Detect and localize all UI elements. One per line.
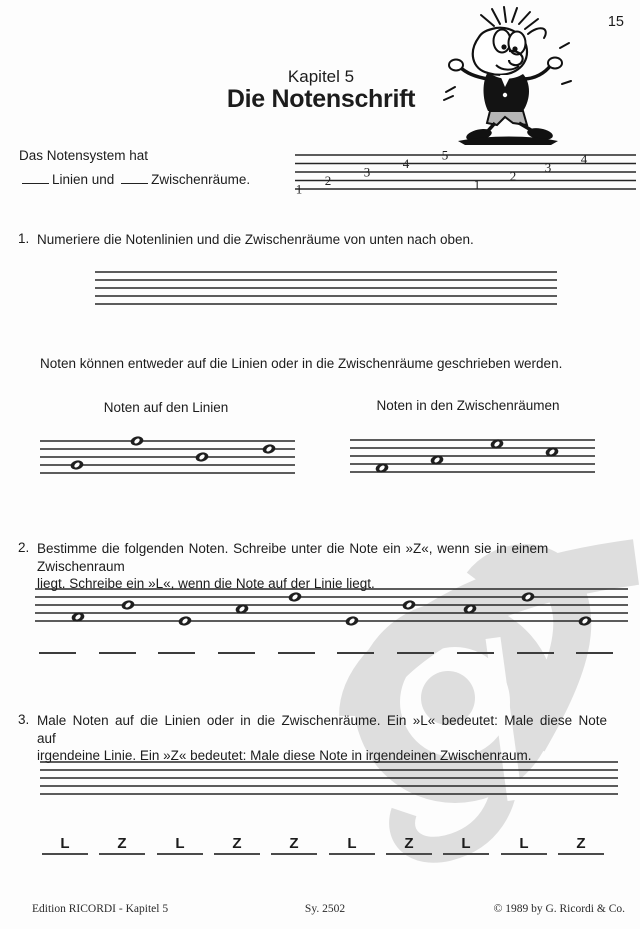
answer-letter: L <box>347 835 357 852</box>
answer-letter: Z <box>117 835 127 852</box>
answer-underline <box>157 853 203 855</box>
fill-blank-spaces <box>121 172 148 184</box>
answer-letter: Z <box>404 835 414 852</box>
whole-note <box>130 435 144 446</box>
answer-blank <box>99 652 136 654</box>
answer-underline <box>501 853 547 855</box>
intro-line1: Das Notensystem hat <box>19 148 149 163</box>
exercise2-text-line2: liegt. Schreibe ein »L«, wenn die Note auf der Linie liegt. <box>37 576 375 591</box>
ex1-staff <box>87 258 565 318</box>
whole-note <box>578 615 592 626</box>
answer-underline <box>99 853 145 855</box>
staff-number-label: 4 <box>580 151 588 167</box>
staff-number-label: 1 <box>295 181 303 197</box>
staff-number-label: 4 <box>402 155 410 171</box>
middle-note-text: Noten können entweder auf die Linien oder in die Zwischenräume geschrieben werden. <box>40 356 563 371</box>
answer-underline <box>329 853 375 855</box>
intro-line2 <box>19 171 250 189</box>
whole-note <box>288 591 302 602</box>
exercise2-number: 2. <box>18 540 30 555</box>
whole-note <box>521 591 535 602</box>
ex3-staff <box>32 748 626 808</box>
whole-note <box>121 599 135 610</box>
staff-number-label: 5 <box>441 147 449 163</box>
answer-blank <box>517 652 554 654</box>
staff-number-label: 2 <box>509 168 517 184</box>
answer-blank <box>576 652 613 654</box>
staff-number-label: 1 <box>473 177 481 193</box>
caption-notes-in-spaces: Noten in den Zwischenräumen <box>376 398 560 413</box>
caption-notes-on-lines: Noten auf den Linien <box>103 400 229 415</box>
whole-note <box>178 615 192 626</box>
answer-letter: L <box>60 835 70 852</box>
ex2-staff <box>27 575 636 635</box>
answer-blank <box>158 652 195 654</box>
exercise2-text-line1: Bestimme die folgenden Noten. Schreibe unter die Note ein »Z«, wenn sie in einem Zwischenraum <box>37 541 549 574</box>
answer-underline <box>271 853 317 855</box>
answer-letter: L <box>461 835 471 852</box>
answer-letter: Z <box>232 835 242 852</box>
fill-blank-lines <box>22 172 49 184</box>
footer-plate-number: Sy. 2502 <box>304 903 346 915</box>
staff-number-label: 3 <box>363 164 371 180</box>
answer-underline <box>214 853 260 855</box>
whole-note <box>345 615 359 626</box>
footer-edition: Edition RICORDI - Kapitel 5 <box>32 903 169 915</box>
answer-letter: L <box>175 835 185 852</box>
whole-note <box>262 443 276 454</box>
page-number: 15 <box>607 14 624 30</box>
answer-underline <box>443 853 489 855</box>
answer-blank <box>457 652 494 654</box>
exercise1-text: Numeriere die Notenlinien und die Zwischenräume von unten nach oben. <box>37 232 474 247</box>
whole-note <box>402 599 416 610</box>
numbering-staff <box>287 141 640 203</box>
intro-line2-label2: Zwischenräume. <box>151 172 251 187</box>
chapter-heading: Kapitel 5 <box>287 67 355 86</box>
answer-letter: Z <box>576 835 586 852</box>
footer-copyright: © 1989 by G. Ricordi & Co. <box>493 903 625 915</box>
exercise1-number: 1. <box>18 231 30 246</box>
notes-in-spaces-staff <box>342 426 603 486</box>
exercise3-number: 3. <box>18 712 30 727</box>
answer-underline <box>558 853 604 855</box>
answer-letter: Z <box>289 835 299 852</box>
answer-letter: L <box>519 835 529 852</box>
whole-note <box>70 459 84 470</box>
answer-blank <box>39 652 76 654</box>
answer-blank <box>278 652 315 654</box>
staff-number-label: 2 <box>324 172 332 188</box>
answer-blank <box>337 652 374 654</box>
notes-on-lines-staff <box>32 427 303 487</box>
intro-line2-label1: Linien und <box>52 172 115 187</box>
exercise3-text-line2: irgendeine Linie. Ein »Z« bedeutet: Male diese Note in irgendeinen Zwischenraum. <box>37 748 532 763</box>
cartoon-character-illustration <box>438 6 578 146</box>
page-title: Die Notenschrift <box>226 85 416 113</box>
answer-blank <box>397 652 434 654</box>
whole-note <box>195 451 209 462</box>
staff-number-label: 3 <box>544 160 552 176</box>
answer-blank <box>218 652 255 654</box>
answer-underline <box>386 853 432 855</box>
answer-underline <box>42 853 88 855</box>
exercise3-text-line1: Male Noten auf die Linien oder in die Zwischenräume. Ein »L« bedeutet: Male diese Note auf <box>37 713 607 746</box>
